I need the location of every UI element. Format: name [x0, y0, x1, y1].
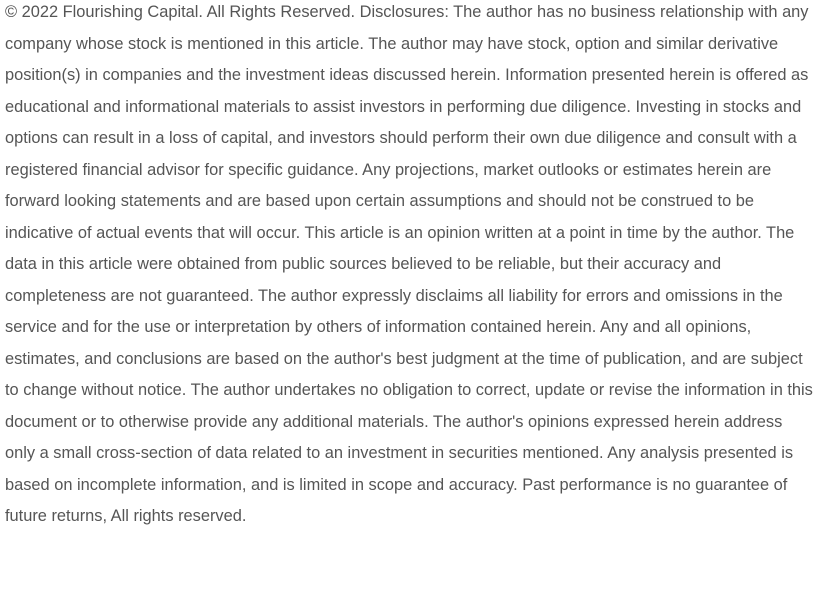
disclosure-paragraph: © 2022 Flourishing Capital. All Rights Reserved. Disclosures: The author has no business relationship with any company whose stock is mentioned in this article. The author may have stock, option and similar derivative position(s) in companies and the investment ideas discussed herein. Information presented herein is offered as educational and informational materials to assist investors in performing due diligence. Investing in stocks and options can result in a loss of capital, and investors should perform their own due diligence and consult with a registered financial advisor for specific guidance. Any projections, market outlooks or estimates herein are forward looking statements and are based upon certain assumptions and should not be construed to be indicative of actual events that will occur. This article is an opinion written at a point in time by the author. The data in this article were obtained from public sources believed to be reliable, but their accuracy and completeness are not guaranteed. The author expressly disclaims all liability for errors and omissions in the service and for the use or interpretation by others of information contained herein. Any and all opinions, estimates, and conclusions are based on the author's best judgment at the time of publication, and are subject to change without notice. The author undertakes no obligation to correct, update or revise the information in this document or to otherwise provide any additional materials. The author's opinions expressed herein address only a small cross-section of data related to an investment in securities mentioned. Any analysis presented is based on incomplete information, and is limited in scope and accuracy. Past performance is no guarantee of future returns, All rights reserved.	[5, 3, 813, 525]
